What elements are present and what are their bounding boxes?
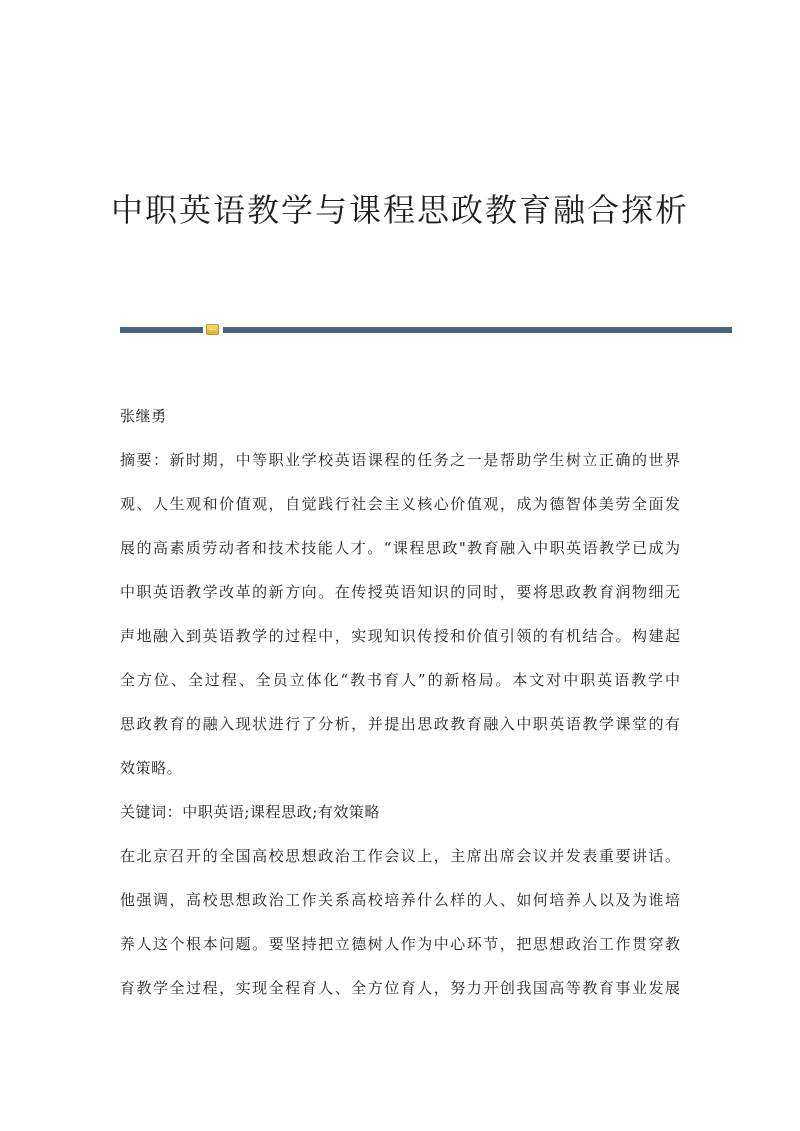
divider-emblem-icon: [206, 324, 219, 335]
body-line: 在北京召开的全国高校思想政治工作会议上，主席出席会议并发表重要讲话。: [120, 847, 680, 865]
body-paragraph: [120, 838, 680, 1006]
document-body: [120, 398, 680, 1006]
body-line: 他强调，高校思想政治工作关系高校培养什么样的人、如何培养人以及为谁培: [120, 891, 680, 909]
body-line: 养人这个根本问题。要坚持把立德树人作为中心环节，把思想政治工作贯穿教: [120, 935, 680, 953]
abstract-line: 摘要：新时期，中等职业学校英语课程的任务之一是帮助学生树立正确的世界: [120, 451, 680, 469]
abstract-line: 观、人生观和价值观，自觉践行社会主义核心价值观，成为德智体美劳全面发: [120, 495, 680, 513]
body-line: 育教学全过程，实现全程育人、全方位育人，努力开创我国高等教育事业发展: [120, 979, 680, 997]
abstract-line: 中职英语教学改革的新方向。在传授英语知识的同时，要将思政教育润物细无: [120, 583, 680, 601]
keywords: 关键词：中职英语;课程思政;有效策略: [120, 803, 381, 821]
abstract-line: 全方位、全过程、全员立体化“教书育人”的新格局。本文对中职英语教学中: [120, 671, 680, 689]
title-divider: [120, 324, 732, 336]
abstract-line: 声地融入到英语教学的过程中，实现知识传授和价值引领的有机结合。构建起: [120, 627, 680, 645]
divider-bar-right: [223, 327, 732, 333]
abstract-line: 效策略。: [120, 759, 183, 777]
abstract-line: 思政教育的融入现状进行了分析，并提出思政教育融入中职英语教学课堂的有: [120, 715, 680, 733]
author-name: 张继勇: [120, 407, 167, 425]
divider-bar-left: [120, 327, 203, 333]
document-title: 中职英语教学与课程思政教育融合探析: [110, 191, 689, 229]
abstract-line: 展的高素质劳动者和技术技能人才。“课程思政"教育融入中职英语教学已成为: [120, 539, 680, 557]
abstract: [120, 442, 680, 786]
